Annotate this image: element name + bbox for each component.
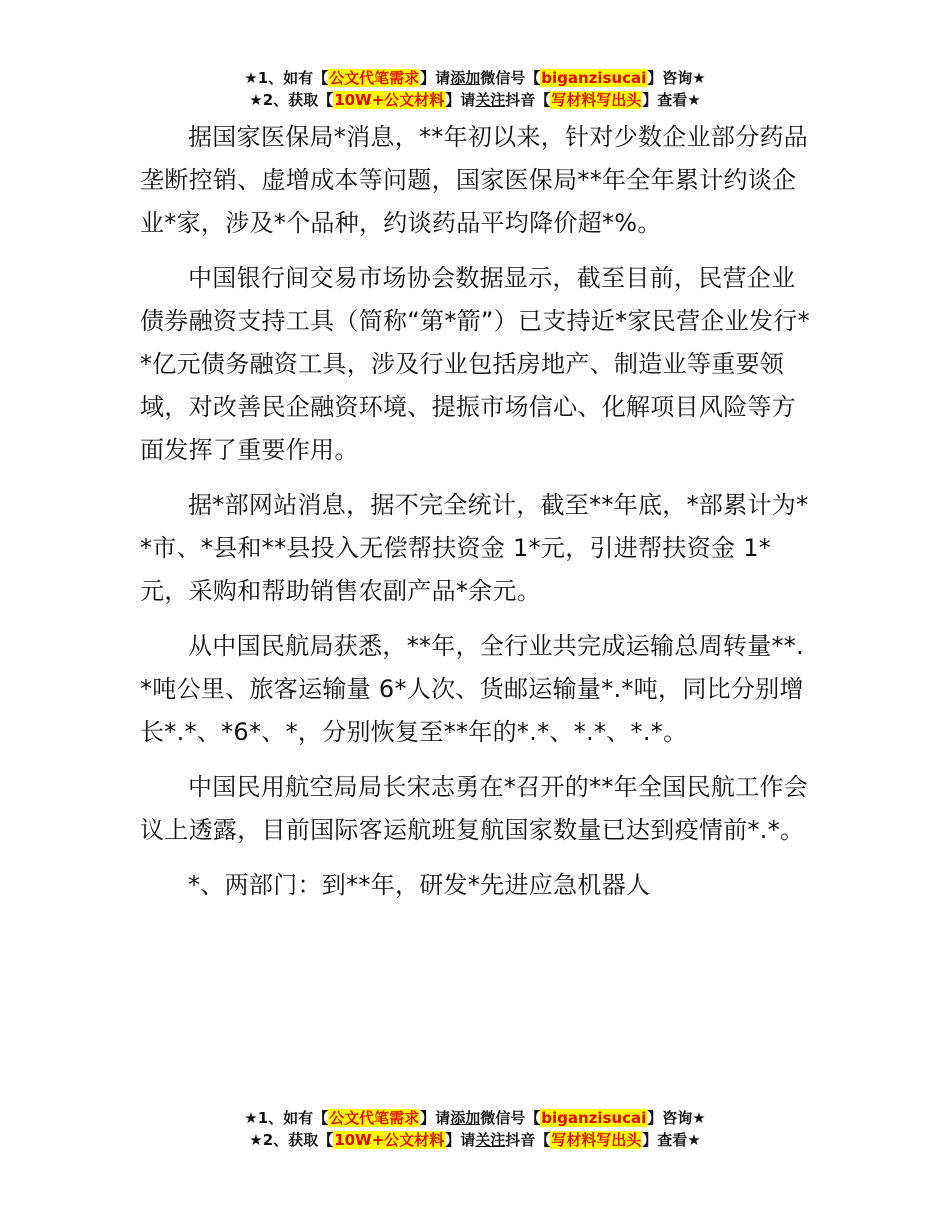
highlight-materials: 10W+公文材料 — [334, 1131, 445, 1149]
highlight-service: 公文代笔需求 — [329, 69, 420, 87]
paragraph: 从中国民航局获悉，**年，全行业共完成运输总周转量**.*吨公里、旅客运输量 6*人次、货邮运输量*.*吨，同比分别增长*.*、*6*、*，分别恢复至**年的*.*、*.*、*.*。 — [140, 632, 805, 746]
paragraph: 据国家医保局*消息，**年初以来，针对少数企业部分药品垄断控销、虚增成本等问题，国家医保局**年全年累计约谈企业*家，涉及*个品种，约谈药品平均降价超*%。 — [140, 123, 809, 237]
paragraph: *、两部门：到**年，研发*先进应急机器人 — [188, 871, 651, 899]
header-banner — [0, 67, 950, 111]
banner-line-1: ★1、如有【公文代笔需求】请添加微信号【biganzisucai】咨询★ — [244, 1109, 706, 1127]
banner-line-1: ★1、如有【公文代笔需求】请添加微信号【biganzisucai】咨询★ — [244, 69, 706, 87]
highlight-service: 公文代笔需求 — [329, 1109, 420, 1127]
paragraph: 中国银行间交易市场协会数据显示，截至目前，民营企业债券融资支持工具（简称“第*箭”）已支持近*家民营企业发行**亿元债务融资工具，涉及行业包括房地产、制造业等重要领域，对改善民企融资环境、提振市场信心、化解项目风险等方面发挥了重要作用。 — [140, 264, 810, 464]
highlight-douyin-account: 写材料写出头 — [551, 91, 642, 109]
paragraph: 中国民用航空局局长宋志勇在*召开的**年全国民航工作会议上透露，目前国际客运航班复航国家数量已达到疫情前*.*。 — [140, 773, 809, 844]
document-body — [140, 116, 812, 919]
highlight-douyin-account: 写材料写出头 — [551, 1131, 642, 1149]
banner-line-2: ★2、获取【10W+公文材料】请关注抖音【写材料写出头】查看★ — [249, 91, 701, 109]
footer-banner — [0, 1107, 950, 1151]
highlight-wechat-id: biganzisucai — [541, 69, 647, 87]
highlight-wechat-id: biganzisucai — [541, 1109, 647, 1127]
highlight-materials: 10W+公文材料 — [334, 91, 445, 109]
paragraph: 据*部网站消息，据不完全统计，截至**年底，*部累计为**市、*县和**县投入无偿帮扶资金 1*元，引进帮扶资金 1*元，采购和帮助销售农副产品*余元。 — [140, 491, 809, 605]
banner-line-2: ★2、获取【10W+公文材料】请关注抖音【写材料写出头】查看★ — [249, 1131, 701, 1149]
